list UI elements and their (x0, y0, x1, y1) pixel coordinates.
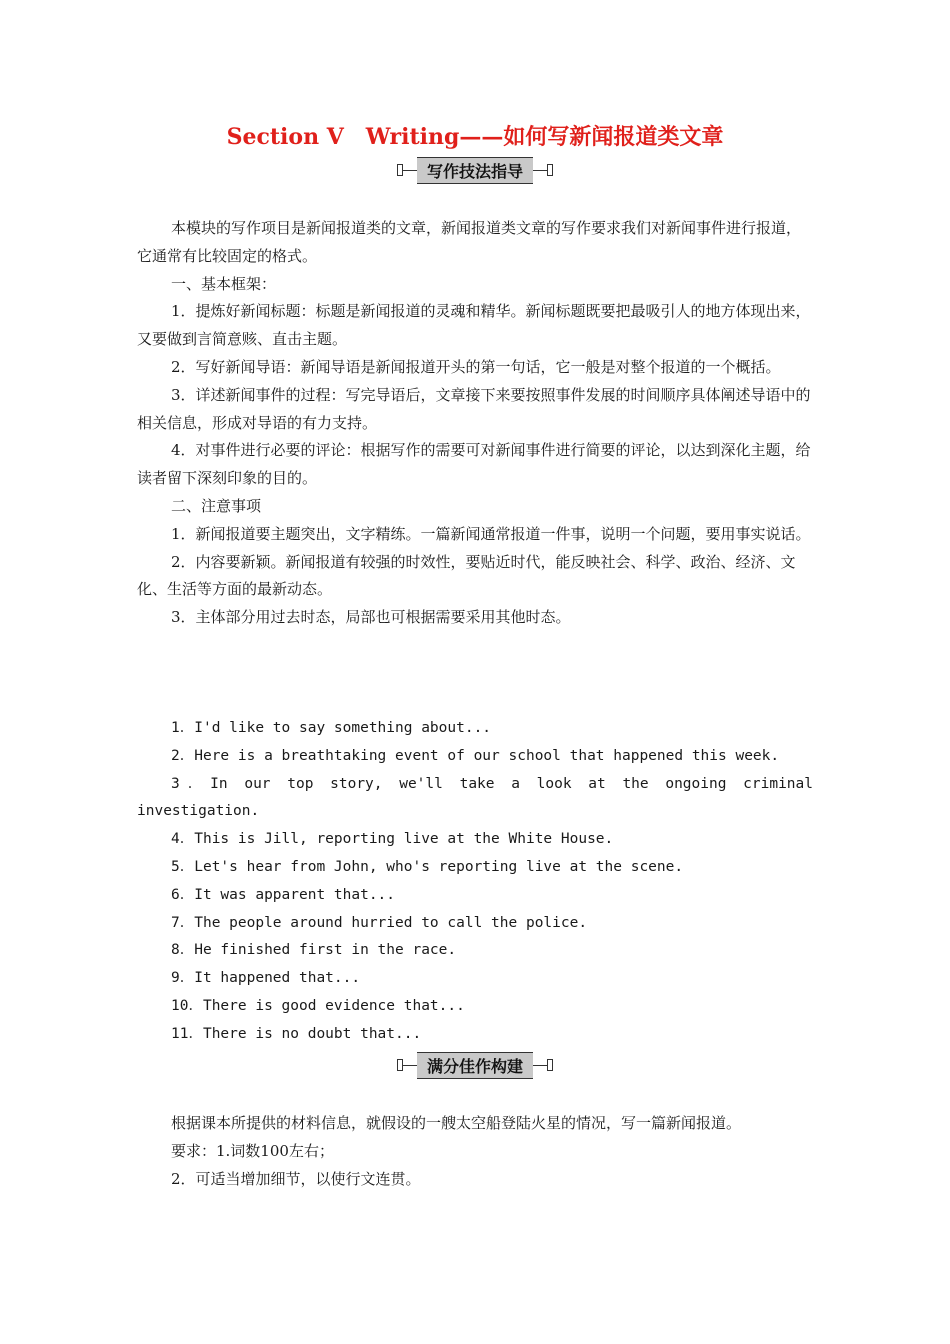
sentence-item: 7．The people around hurried to call the police. (171, 914, 588, 931)
framework-heading: 一、基本框架： (171, 274, 277, 293)
banner-right-line (533, 170, 547, 171)
framework-item: 3．详述新闻事件的过程：写完导语后，文章接下来要按照事件发展的时间顺序具体阐述导语中的相关信息，形成对导语的有力支持。 (137, 385, 811, 432)
note-item: 2．内容要新颖。新闻报道有较强的时效性，要贴近时代，能反映社会、科学、政治、经济、文化、生活等方面的最新动态。 (137, 552, 796, 599)
framework-item: 2．写好新闻导语：新闻导语是新闻报道开头的第一句话，它一般是对整个报道的一个概括。 (171, 357, 781, 376)
sentence-item: 3．In our top story, we'll take a look at the ongoing criminal investigation. (137, 775, 813, 820)
sentence-item: 10．There is good evidence that... (171, 997, 465, 1014)
banner-left-line (403, 1065, 417, 1066)
sentence-item: 9．It happened that... (171, 970, 361, 987)
framework-item: 1．提炼好新闻标题：标题是新闻报道的灵魂和精华。新闻标题既要把最吸引人的地方体现出来，又要做到言简意赅、直击主题。 (137, 302, 811, 349)
sentence-item: 4．This is Jill, reporting live at the White House. (171, 831, 614, 848)
sentence-item: 8．He finished first in the race. (171, 942, 457, 959)
requirement-2: 2．可适当增加细节，以使行文连贯。 (171, 1169, 421, 1188)
section-banner-model-essay (0, 1053, 950, 1077)
sentence-item: 6．It was apparent that... (171, 886, 396, 903)
task-section (137, 1110, 813, 1193)
sentence-item: 11．There is no doubt that... (171, 1025, 422, 1042)
useful-sentences-list (137, 715, 813, 1049)
framework-item: 4．对事件进行必要的评论：根据写作的需要可对新闻事件进行简要的评论，以达到深化主题，给读者留下深刻印象的目的。 (137, 441, 811, 488)
banner-left-line (403, 170, 417, 171)
sentence-item: 2．Here is a breathtaking event of our school that happened this week. (171, 747, 780, 764)
note-item: 1．新闻报道要主题突出，文字精练。一篇新闻通常报道一件事，说明一个问题，要用事实说话。 (171, 524, 811, 543)
banner-right-line (533, 1065, 547, 1066)
page-title: Section Ⅴ Writing——如何写新闻报道类文章 (226, 124, 724, 150)
sentence-item: 5．Let's hear from John, who's reporting live at the scene. (171, 858, 684, 875)
requirement-1: 要求：1.词数100左右； (171, 1141, 334, 1160)
banner-right-cap (547, 1059, 553, 1071)
notes-heading: 二、注意事项 (171, 496, 262, 515)
sentence-item: 1．I'd like to say something about... (171, 720, 492, 736)
task-prompt: 根据课本所提供的材料信息，就假设的一艘太空船登陆火星的情况，写一篇新闻报道。 (171, 1114, 742, 1132)
banner-right-cap (547, 164, 553, 176)
banner-label: 满分佳作构建 (417, 1052, 533, 1079)
intro-paragraph: 本模块的写作项目是新闻报道类的文章，新闻报道类文章的写作要求我们对新闻事件进行报道，它通常有比较固定的格式。 (137, 219, 802, 265)
banner-label: 写作技法指导 (417, 157, 533, 184)
writing-guide-body (137, 215, 813, 632)
section-banner-writing-tips (0, 158, 950, 182)
note-item: 3．主体部分用过去时态，局部也可根据需要采用其他时态。 (171, 608, 571, 627)
